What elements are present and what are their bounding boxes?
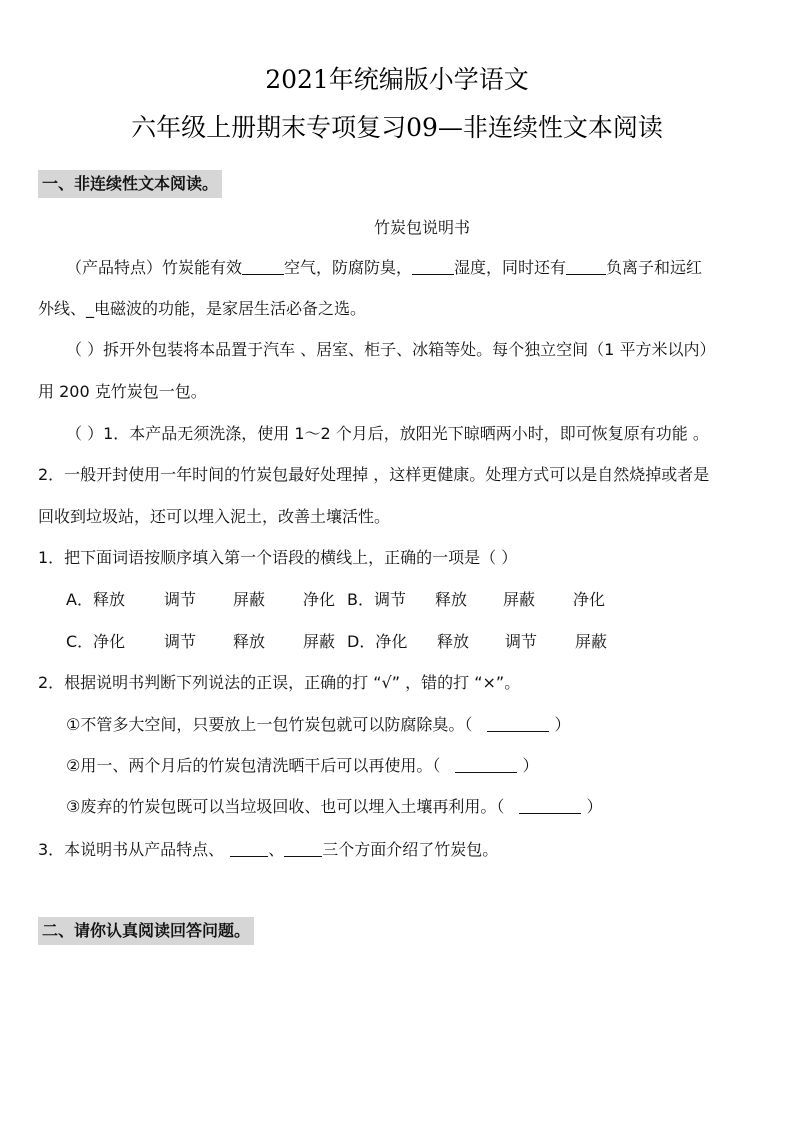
para1-text-b: 空气，防腐防臭， [284,258,413,277]
answer-blank-3[interactable] [519,797,581,814]
option-a-1: A．释放 [66,590,125,609]
blank-1 [242,258,284,275]
section-heading-1: 一、非连续性文本阅读。 [38,170,222,198]
paragraph-2: （ ）拆开外包装将本品置于汽车 、居室、柜子、冰箱等处。每个独立空间（1 平方米以内） [66,340,716,359]
question-2-item-3 [66,797,603,817]
paragraph-1 [66,258,702,278]
paragraph-1-cont: 外线、_电磁波的功能，是家居生活必备之选。 [38,299,367,318]
question-3 [38,840,498,860]
option-c-2: 调节 [164,632,197,651]
option-c-3: 释放 [233,632,266,651]
option-d-2: 释放 [437,632,470,651]
option-d-3: 调节 [505,632,538,651]
option-b-3: 屏蔽 [503,590,536,609]
q3-text-b: 、 [268,840,285,859]
paragraph-3: （ ）1．本产品无须洗涤，使用 1～2 个月后，放阳光下晾晒两小时，即可恢复原有功能 。 [66,424,709,443]
option-c-1: C．净化 [66,632,126,651]
q2-item2-close: ） [522,756,539,775]
q2-item2-text: ②用一、两个月后的竹炭包清洗晒干后可以再使用。（ [66,756,441,775]
paragraph-3-item2: 2．一般开封使用一年时间的竹炭包最好处理掉 ，这样更健康。处理方式可以是自然烧掉或者是 [38,465,710,484]
para1-text-d: 负离子和远红 [606,258,703,277]
option-a-2: 调节 [164,590,197,609]
q2-item3-text: ③废弃的竹炭包既可以当垃圾回收、也可以埋入土壤再利用。（ [66,797,505,816]
option-d-1: D．净化 [347,632,408,651]
option-d-4: 屏蔽 [575,632,608,651]
doc-title-line2: 六年级上册期末专项复习09—非连续性文本阅读 [131,113,663,142]
answer-blank-1[interactable] [487,715,549,732]
answer-blank-4[interactable] [230,840,268,857]
question-2-item-2 [66,756,539,776]
answer-blank-2[interactable] [455,756,517,773]
para1-text-c: 湿度，同时还有 [454,258,567,277]
paragraph-2-cont: 用 200 克竹炭包一包。 [38,382,207,401]
option-a-3: 屏蔽 [233,590,266,609]
option-b-1: B．调节 [347,590,406,609]
q2-item3-close: ） [586,797,603,816]
blank-2 [412,258,454,275]
blank-3 [566,258,606,275]
section-heading-2: 二、请你认真阅读回答问题。 [38,917,254,945]
q3-text-a: 3．本说明书从产品特点、 [38,840,225,859]
paragraph-3-cont: 回收到垃圾站，还可以埋入泥土，改善土壤活性。 [38,507,391,526]
option-b-2: 释放 [435,590,468,609]
option-b-4: 净化 [573,590,606,609]
q2-item1-close: ） [554,715,571,734]
q2-item1-text: ①不管多大空间，只要放上一包竹炭包就可以防腐除臭。（ [66,715,473,734]
question-2-item-1 [66,715,571,735]
q3-text-c: 三个方面介绍了竹炭包。 [322,840,499,859]
instruction-title: 竹炭包说明书 [374,218,471,237]
option-a-4: 净化 [303,590,336,609]
doc-title-line1: 2021年统编版小学语文 [265,65,529,94]
question-2: 2．根据说明书判断下列说法的正误，正确的打 “√” ，错的打 “×”。 [38,673,521,692]
answer-blank-5[interactable] [284,840,322,857]
para1-text-a: （产品特点）竹炭能有效 [66,258,243,277]
question-1: 1．把下面词语按顺序填入第一个语段的横线上，正确的一项是（ ） [38,548,518,567]
option-c-4: 屏蔽 [303,632,336,651]
